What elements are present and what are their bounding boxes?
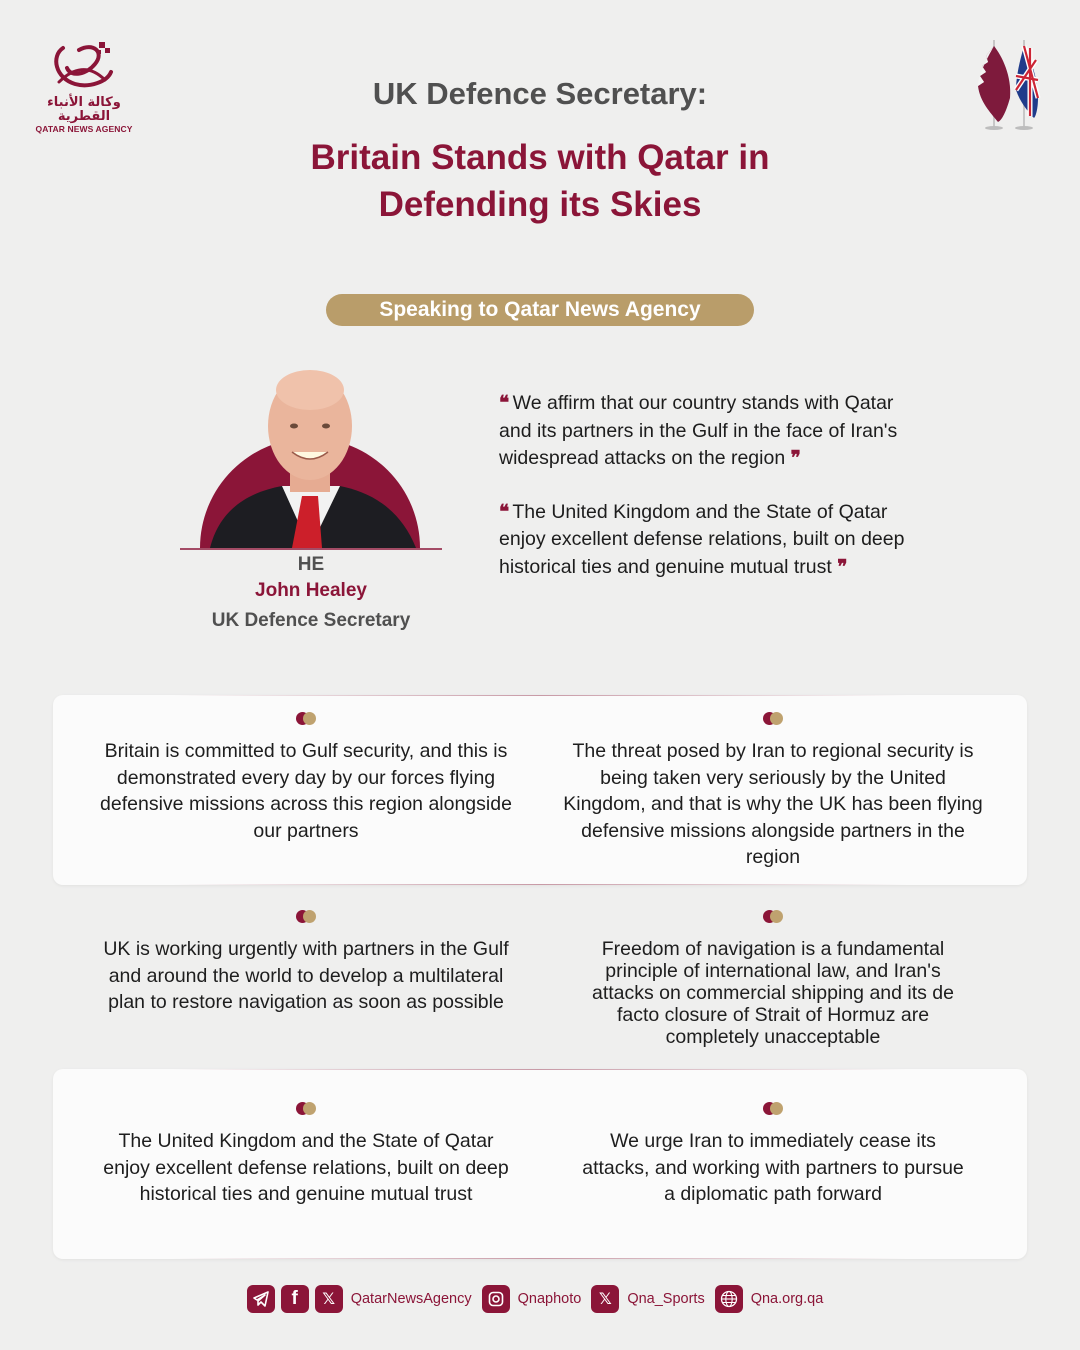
close-quote-icon: ❞ (790, 447, 799, 469)
statement-text: UK is working urgently with partners in the Gulf and around the world to develop a multilateral plan to restore navigation as soon as possible (103, 938, 509, 1013)
bullet-dot-icon (296, 712, 318, 725)
speaker-honorific: HE (297, 554, 325, 575)
handle-sports[interactable]: Qna_Sports (627, 1291, 705, 1307)
bullet-dot-icon (763, 712, 785, 725)
bullet-dot-icon (296, 1102, 318, 1115)
pull-quote-text: We affirm that our country stands with Qatar and its partners in the Gulf in the face of Iran's widespread attacks on the region (499, 392, 898, 469)
logo-english-text: QATAR NEWS AGENCY (35, 124, 133, 134)
pull-quote-text: The United Kingdom and the State of Qatar enjoy excellent defense relations, built on deep historical ties and genuine mutual trust (499, 500, 905, 578)
source-badge: Speaking to Qatar News Agency (326, 294, 754, 326)
open-quote-icon: ❝ (499, 392, 508, 414)
headline-line-2: Defending its Skies (378, 185, 702, 224)
statement-text: The threat posed by Iran to regional security is being taken very seriously by the United Kingdom, and that is why the UK has been flying defensive missions alongside partners in the region (563, 740, 983, 868)
website-link[interactable]: Qna.org.qa (750, 1291, 824, 1307)
x-icon[interactable]: 𝕏 (315, 1285, 343, 1313)
page-title (0, 134, 1080, 228)
handle-main[interactable]: QatarNewsAgency (350, 1291, 472, 1307)
headline-line-1: Britain Stands with Qatar in (310, 138, 770, 177)
speaker-title: UK Defence Secretary (211, 610, 411, 631)
telegram-icon[interactable] (247, 1285, 275, 1313)
bullet-dot-icon (296, 910, 318, 923)
speaker-caption (180, 554, 442, 636)
social-footer (0, 1284, 1080, 1314)
handle-instagram[interactable]: Qnaphoto (517, 1291, 582, 1307)
instagram-icon[interactable] (482, 1285, 510, 1313)
speaker-portrait (180, 368, 440, 550)
globe-icon[interactable] (715, 1285, 743, 1313)
pull-quotes (499, 390, 919, 581)
pull-quote (499, 499, 919, 582)
statement-text: Britain is committed to Gulf security, and this is demonstrated every day by our forces flying defensive missions across this region alongside our partners (100, 740, 512, 842)
close-quote-icon: ❞ (837, 555, 846, 578)
x-icon[interactable]: 𝕏 (591, 1285, 619, 1313)
logo-arabic-text: وكالة الأنباء القطرية (47, 95, 121, 124)
bullet-dot-icon (763, 910, 785, 923)
facebook-icon[interactable]: f (281, 1285, 309, 1313)
pull-quote (499, 390, 919, 473)
statement-text: Freedom of navigation is a fundamental principle of international law, and Iran's attacks on commercial shipping and its de facto closure of Strait of Hormuz are completely unacceptable (591, 938, 955, 1048)
bullet-dot-icon (763, 1102, 785, 1115)
open-quote-icon: ❝ (499, 500, 508, 523)
statement-text: We urge Iran to immediately cease its attacks, and working with partners to pursue a diplomatic path forward (582, 1130, 964, 1205)
speaker-name: John Healey (255, 580, 367, 601)
statement-text: The United Kingdom and the State of Qatar enjoy excellent defense relations, built on deep historical ties and genuine mutual trust (103, 1130, 509, 1205)
portrait-divider (180, 548, 442, 550)
header-kicker: UK Defence Secretary: (372, 76, 708, 111)
